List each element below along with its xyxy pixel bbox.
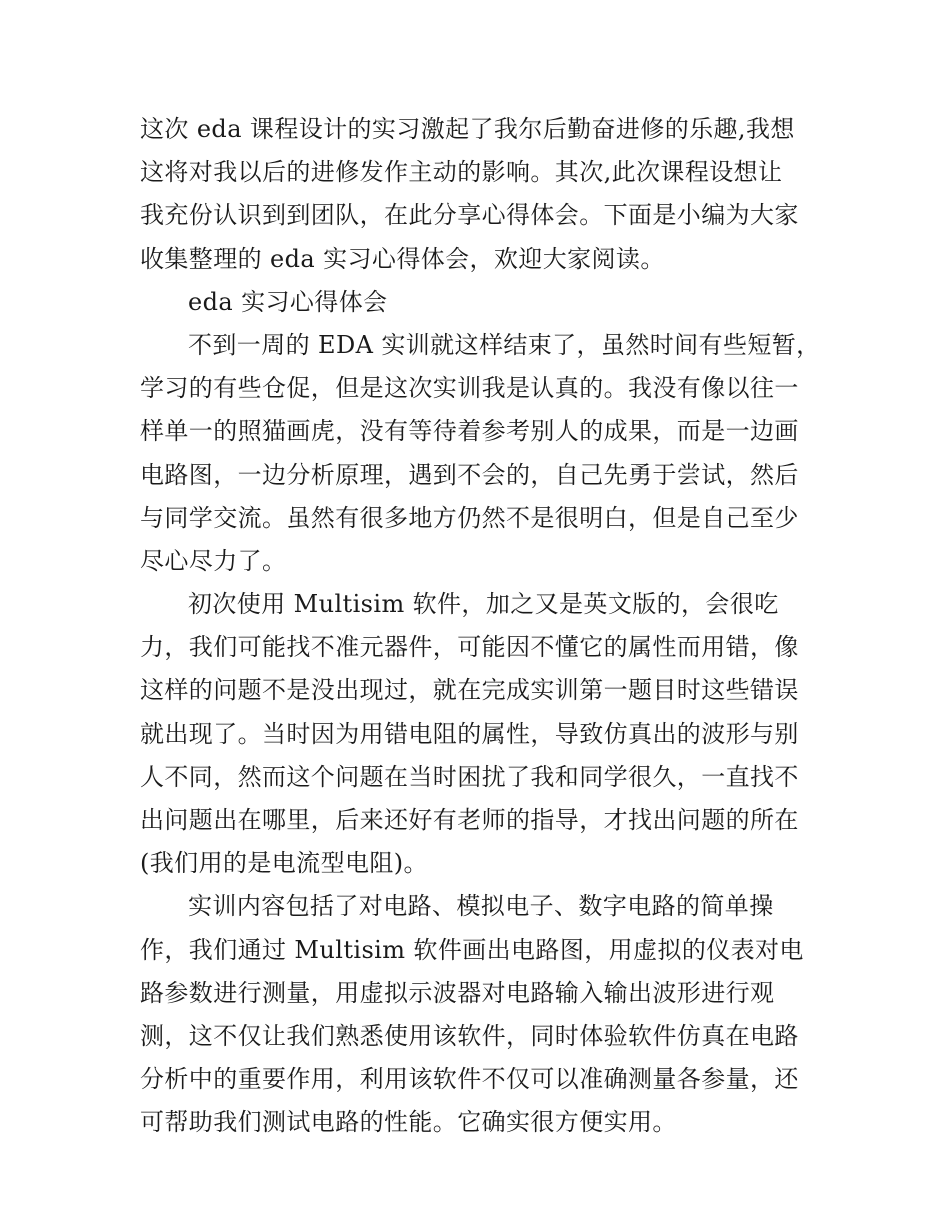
text-line: 这将对我以后的进修发作主动的影响。其次,此次课程设想让 — [140, 158, 783, 187]
text-line: 路参数进行测量，用虚拟示波器对电路输入输出波形进行观 — [140, 978, 775, 1007]
section-heading: eda 实习心得体会 — [188, 287, 388, 316]
text-line: 与同学交流。虽然有很多地方仍然不是很明白，但是自己至少 — [140, 503, 799, 532]
text-line: (我们用的是电流型电阻)。 — [140, 849, 428, 878]
text-line: 这次 eda 课程设计的实习激起了我尔后勤奋进修的乐趣,我想 — [140, 115, 795, 143]
text-line: 我充份认识到到团队，在此分享心得体会。下面是小编为大家 — [140, 201, 799, 230]
text-line: 就出现了。当时因为用错电阻的属性，导致仿真出的波形与别 — [140, 719, 799, 748]
text-line: 尽心尽力了。 — [140, 546, 287, 575]
text-line: 不到一周的 EDA 实训就这样结束了，虽然时间有些短暂， — [188, 330, 821, 359]
text-line: 样单一的照猫画虎，没有等待着参考别人的成果，而是一边画 — [140, 417, 799, 446]
text-line: 出问题出在哪里，后来还好有老师的指导，才找出问题的所在 — [140, 806, 799, 834]
text-line: 可帮助我们测试电路的性能。它确实很方便实用。 — [140, 1108, 677, 1137]
text-line: 作，我们通过 Multisim 软件画出电路图，用虚拟的仪表对电 — [140, 935, 804, 964]
text-line: 收集整理的 eda 实习心得体会，欢迎大家阅读。 — [140, 244, 665, 273]
text-line: 测，这不仅让我们熟悉使用该软件，同时体验软件仿真在电路 — [140, 1021, 799, 1050]
text-line: 分析中的重要作用，利用该软件不仅可以准确测量各参量，还 — [140, 1065, 799, 1094]
text-line: 人不同，然而这个问题在当时困扰了我和同学很久，一直找不 — [140, 762, 799, 791]
text-line: 力，我们可能找不准元器件，可能因不懂它的属性而用错，像 — [140, 633, 799, 662]
document-body — [140, 108, 821, 1145]
text-line: 这样的问题不是没出现过，就在完成实训第一题目时这些错误 — [140, 676, 799, 705]
text-line: 实训内容包括了对电路、模拟电子、数字电路的简单操 — [188, 892, 774, 921]
text-line: 电路图，一边分析原理，遇到不会的，自己先勇于尝试，然后 — [140, 460, 799, 489]
text-line: 初次使用 Multisim 软件，加之又是英文版的，会很吃 — [188, 590, 779, 619]
text-line: 学习的有些仓促，但是这次实训我是认真的。我没有像以往一 — [140, 374, 799, 403]
